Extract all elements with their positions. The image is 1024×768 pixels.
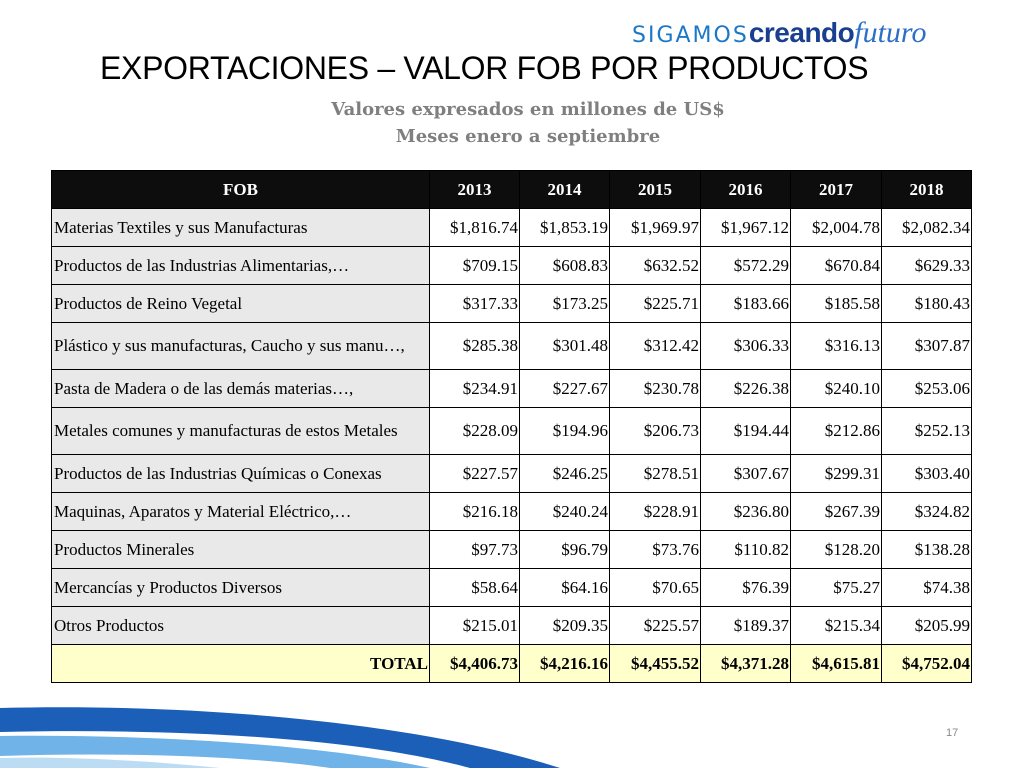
- value-cell: $212.86: [791, 408, 882, 455]
- value-cell: $312.42: [610, 323, 701, 370]
- value-cell: $96.79: [520, 531, 610, 569]
- value-cell: $1,967.12: [701, 209, 791, 247]
- value-cell: $189.37: [701, 607, 791, 645]
- total-cell: $4,752.04: [882, 645, 972, 683]
- logo-part-creando: creando: [748, 17, 855, 48]
- value-cell: $194.96: [520, 408, 610, 455]
- table-row: [52, 455, 972, 493]
- subtitle-line-1: Valores expresados en millones de US$: [331, 99, 725, 120]
- value-cell: $215.34: [791, 607, 882, 645]
- value-cell: $670.84: [791, 247, 882, 285]
- value-cell: $185.58: [791, 285, 882, 323]
- subtitle-line-2: Meses enero a septiembre: [395, 126, 661, 147]
- value-cell: $128.20: [791, 531, 882, 569]
- value-cell: $2,004.78: [791, 209, 882, 247]
- value-cell: $230.78: [610, 370, 701, 408]
- value-cell: $307.87: [882, 323, 972, 370]
- value-cell: $138.28: [882, 531, 972, 569]
- value-cell: $234.91: [430, 370, 520, 408]
- row-label: Productos de Reino Vegetal: [52, 285, 430, 323]
- value-cell: $1,969.97: [610, 209, 701, 247]
- subtitle: [0, 96, 1024, 150]
- value-cell: $76.39: [701, 569, 791, 607]
- fob-table: [51, 170, 972, 683]
- value-cell: $278.51: [610, 455, 701, 493]
- row-label: Otros Productos: [52, 607, 430, 645]
- row-label: Mercancías y Productos Diversos: [52, 569, 430, 607]
- table-row: [52, 209, 972, 247]
- row-label: Materias Textiles y sus Manufacturas: [52, 209, 430, 247]
- column-header-2014: 2014: [520, 171, 610, 209]
- table-row: [52, 569, 972, 607]
- total-cell: $4,371.28: [701, 645, 791, 683]
- value-cell: $632.52: [610, 247, 701, 285]
- value-cell: $307.67: [701, 455, 791, 493]
- row-label: Maquinas, Aparatos y Material Eléctrico,…: [52, 493, 430, 531]
- value-cell: $183.66: [701, 285, 791, 323]
- value-cell: $299.31: [791, 455, 882, 493]
- page-title: EXPORTACIONES – VALOR FOB POR PRODUCTOS: [100, 50, 869, 86]
- column-header-2018: 2018: [882, 171, 972, 209]
- value-cell: $173.25: [520, 285, 610, 323]
- value-cell: $58.64: [430, 569, 520, 607]
- value-cell: $225.71: [610, 285, 701, 323]
- value-cell: $110.82: [701, 531, 791, 569]
- value-cell: $225.57: [610, 607, 701, 645]
- page-number: 17: [946, 727, 959, 739]
- value-cell: $227.57: [430, 455, 520, 493]
- total-cell: $4,455.52: [610, 645, 701, 683]
- decorative-swoosh: [0, 698, 1024, 768]
- value-cell: $228.09: [430, 408, 520, 455]
- table-row: [52, 323, 972, 370]
- total-cell: $4,216.16: [520, 645, 610, 683]
- column-header-2015: 2015: [610, 171, 701, 209]
- value-cell: $285.38: [430, 323, 520, 370]
- value-cell: $97.73: [430, 531, 520, 569]
- row-label: Productos Minerales: [52, 531, 430, 569]
- value-cell: $74.38: [882, 569, 972, 607]
- table-row: [52, 531, 972, 569]
- value-cell: $236.80: [701, 493, 791, 531]
- value-cell: $303.40: [882, 455, 972, 493]
- value-cell: $253.06: [882, 370, 972, 408]
- column-header-2013: 2013: [430, 171, 520, 209]
- value-cell: $608.83: [520, 247, 610, 285]
- value-cell: $227.67: [520, 370, 610, 408]
- row-label: Pasta de Madera o de las demás materias…,: [52, 370, 430, 408]
- value-cell: $316.13: [791, 323, 882, 370]
- logo: [632, 16, 927, 50]
- value-cell: $75.27: [791, 569, 882, 607]
- value-cell: $301.48: [520, 323, 610, 370]
- value-cell: $306.33: [701, 323, 791, 370]
- value-cell: $1,816.74: [430, 209, 520, 247]
- value-cell: $1,853.19: [520, 209, 610, 247]
- table-header-row: [52, 171, 972, 209]
- table-row: [52, 493, 972, 531]
- value-cell: $70.65: [610, 569, 701, 607]
- value-cell: $709.15: [430, 247, 520, 285]
- table-row: [52, 285, 972, 323]
- table-row: [52, 408, 972, 455]
- total-row: [52, 645, 972, 683]
- table-row: [52, 607, 972, 645]
- row-label: Metales comunes y manufacturas de estos Metales: [52, 408, 430, 455]
- value-cell: $240.24: [520, 493, 610, 531]
- value-cell: $629.33: [882, 247, 972, 285]
- value-cell: $215.01: [430, 607, 520, 645]
- value-cell: $209.35: [520, 607, 610, 645]
- value-cell: $572.29: [701, 247, 791, 285]
- column-header-fob: FOB: [52, 171, 430, 209]
- value-cell: $226.38: [701, 370, 791, 408]
- total-cell: $4,615.81: [791, 645, 882, 683]
- value-cell: $246.25: [520, 455, 610, 493]
- value-cell: $317.33: [430, 285, 520, 323]
- row-label: Plástico y sus manufacturas, Caucho y sus manu…,: [52, 323, 430, 370]
- table-row: [52, 370, 972, 408]
- table-row: [52, 247, 972, 285]
- value-cell: $73.76: [610, 531, 701, 569]
- value-cell: $205.99: [882, 607, 972, 645]
- value-cell: $180.43: [882, 285, 972, 323]
- total-cell: $4,406.73: [430, 645, 520, 683]
- value-cell: $216.18: [430, 493, 520, 531]
- value-cell: $228.91: [610, 493, 701, 531]
- row-label: Productos de las Industrias Alimentarias,…: [52, 247, 430, 285]
- column-header-2016: 2016: [701, 171, 791, 209]
- column-header-2017: 2017: [791, 171, 882, 209]
- logo-part-sigamos: SIGAMOS: [632, 23, 749, 48]
- value-cell: $194.44: [701, 408, 791, 455]
- value-cell: $2,082.34: [882, 209, 972, 247]
- row-label: Productos de las Industrias Químicas o Conexas: [52, 455, 430, 493]
- value-cell: $252.13: [882, 408, 972, 455]
- logo-part-futuro: futuro: [854, 16, 927, 49]
- total-label: TOTAL: [52, 645, 430, 683]
- value-cell: $206.73: [610, 408, 701, 455]
- value-cell: $267.39: [791, 493, 882, 531]
- value-cell: $64.16: [520, 569, 610, 607]
- value-cell: $240.10: [791, 370, 882, 408]
- value-cell: $324.82: [882, 493, 972, 531]
